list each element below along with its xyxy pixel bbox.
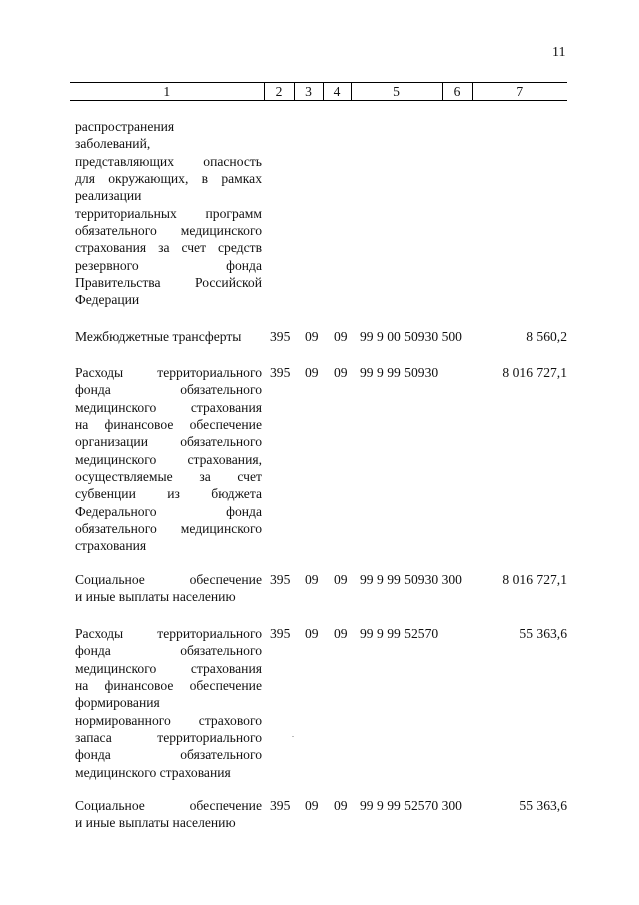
column-header-row: [70, 83, 567, 101]
description-line: осуществляемые за счет: [75, 469, 262, 485]
amount: 8 560,2: [526, 329, 567, 344]
description-line: заболеваний,: [75, 136, 151, 152]
row-description: [75, 625, 262, 781]
description-line: и иные выплаты населению: [75, 815, 236, 831]
description-line: обязательного медицинского: [75, 223, 262, 239]
code-csr: 99 9 99 52570: [360, 626, 439, 641]
scan-speck: [292, 736, 294, 737]
code-rz: 09: [305, 572, 319, 587]
column-header-3: 3: [294, 83, 323, 101]
code-pr: 09: [334, 365, 348, 380]
description-line: Расходы территориального: [75, 626, 262, 641]
code-csr: 99 9 99 50930: [360, 365, 439, 380]
description-line: Социальное обеспечение: [75, 798, 262, 813]
code-gr: 395: [270, 365, 291, 380]
description-line: медицинского страхования: [75, 399, 262, 415]
column-header-6: 6: [442, 83, 472, 101]
description-line: страхования: [75, 538, 147, 554]
description-line: на финансовое обеспечение: [75, 678, 262, 694]
description-line: на финансовое обеспечение: [75, 417, 262, 433]
description-line: и иные выплаты населению: [75, 589, 236, 605]
code-gr: 395: [270, 329, 291, 344]
description-line: формирования: [75, 695, 160, 711]
amount: 55 363,6: [519, 626, 567, 641]
row-description: [75, 118, 262, 309]
code-csr: 99 9 99 52570 300: [360, 798, 462, 813]
description-line: реализации: [75, 188, 142, 204]
code-gr: 395: [270, 798, 291, 813]
code-csr: 99 9 00 50930 500: [360, 329, 462, 344]
code-rz: 09: [305, 798, 319, 813]
description-line: Федерации: [75, 292, 140, 308]
amount: 8 016 727,1: [502, 572, 567, 587]
description-line: фонда обязательного: [75, 382, 262, 398]
description-line: распространения: [75, 119, 175, 134]
page-number: 11: [552, 45, 566, 60]
row-description: [75, 364, 262, 555]
code-rz: 09: [305, 365, 319, 380]
description-line: резервного фонда: [75, 257, 262, 273]
description-line: Расходы территориального: [75, 365, 262, 380]
description-line: Федерального фонда: [75, 503, 262, 519]
amount: 55 363,6: [519, 798, 567, 813]
description-line: территориальных программ: [75, 205, 262, 221]
code-pr: 09: [334, 626, 348, 641]
description-line: субвенции из бюджета: [75, 486, 262, 502]
row-description: [75, 328, 262, 345]
column-header-4: 4: [323, 83, 351, 101]
row-description: [75, 797, 262, 832]
code-pr: 09: [334, 329, 348, 344]
column-header-7: 7: [472, 83, 567, 101]
column-header-5: 5: [351, 83, 442, 101]
description-line: фонда обязательного: [75, 643, 262, 659]
description-line: медицинского страхования: [75, 660, 262, 676]
code-gr: 395: [270, 626, 291, 641]
description-line: Правительства Российской: [75, 275, 262, 291]
description-line: запаса территориального: [75, 730, 262, 746]
code-pr: 09: [334, 572, 348, 587]
code-rz: 09: [305, 329, 319, 344]
column-header-1: 1: [70, 83, 264, 101]
description-line: Социальное обеспечение: [75, 572, 262, 587]
description-line: медицинского страхования: [75, 764, 231, 780]
description-line: Межбюджетные трансферты: [75, 329, 242, 344]
description-line: фонда обязательного: [75, 747, 262, 763]
description-line: для окружающих, в рамках: [75, 171, 262, 187]
description-line: страхования за счет средств: [75, 240, 262, 256]
code-csr: 99 9 99 50930 300: [360, 572, 462, 587]
column-header-2: 2: [264, 83, 294, 101]
description-line: представляющих опасность: [75, 153, 262, 169]
description-line: нормированного страхового: [75, 712, 262, 728]
code-gr: 395: [270, 572, 291, 587]
amount: 8 016 727,1: [502, 365, 567, 380]
column-header-table: [70, 82, 567, 101]
description-line: обязательного медицинского: [75, 521, 262, 537]
description-line: медицинского страхования,: [75, 451, 262, 467]
code-rz: 09: [305, 626, 319, 641]
code-pr: 09: [334, 798, 348, 813]
description-line: организации обязательного: [75, 434, 262, 450]
row-description: [75, 571, 262, 606]
